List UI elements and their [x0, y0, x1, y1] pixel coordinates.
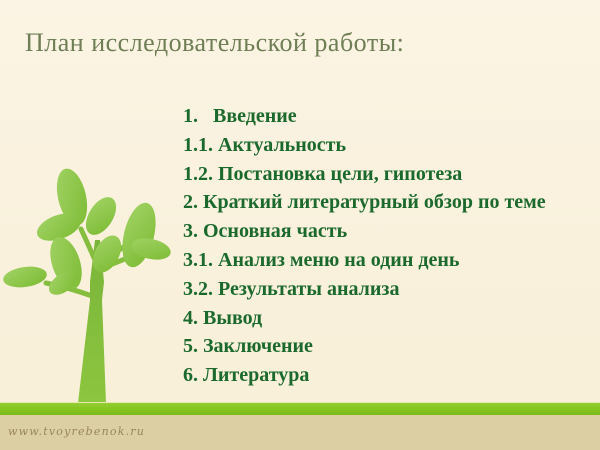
plan-item: 3.1. Анализ меню на один день	[183, 248, 460, 271]
plan-list	[183, 102, 583, 390]
slide-title: План исследовательской работы:	[25, 28, 405, 57]
plan-item: 6. Литература	[183, 364, 310, 387]
green-accent-bar	[0, 402, 600, 415]
plan-item: 3.2. Результаты анализа	[183, 277, 400, 300]
plan-item: 2. Краткий литературный обзор по теме	[183, 191, 546, 214]
plan-item: 5. Заключение	[183, 335, 313, 358]
plan-item: 1.2. Постановка цели, гипотеза	[183, 162, 463, 185]
plan-item: 1.1. Актуальность	[183, 133, 347, 156]
tree-icon	[0, 160, 180, 403]
plan-item: 3. Основная часть	[183, 220, 348, 243]
plan-item: 4. Вывод	[183, 306, 263, 329]
footer-strip	[0, 415, 600, 450]
watermark-url: www.tvoyrebenok.ru	[8, 425, 146, 438]
plan-item: 1. Введение	[183, 105, 297, 127]
